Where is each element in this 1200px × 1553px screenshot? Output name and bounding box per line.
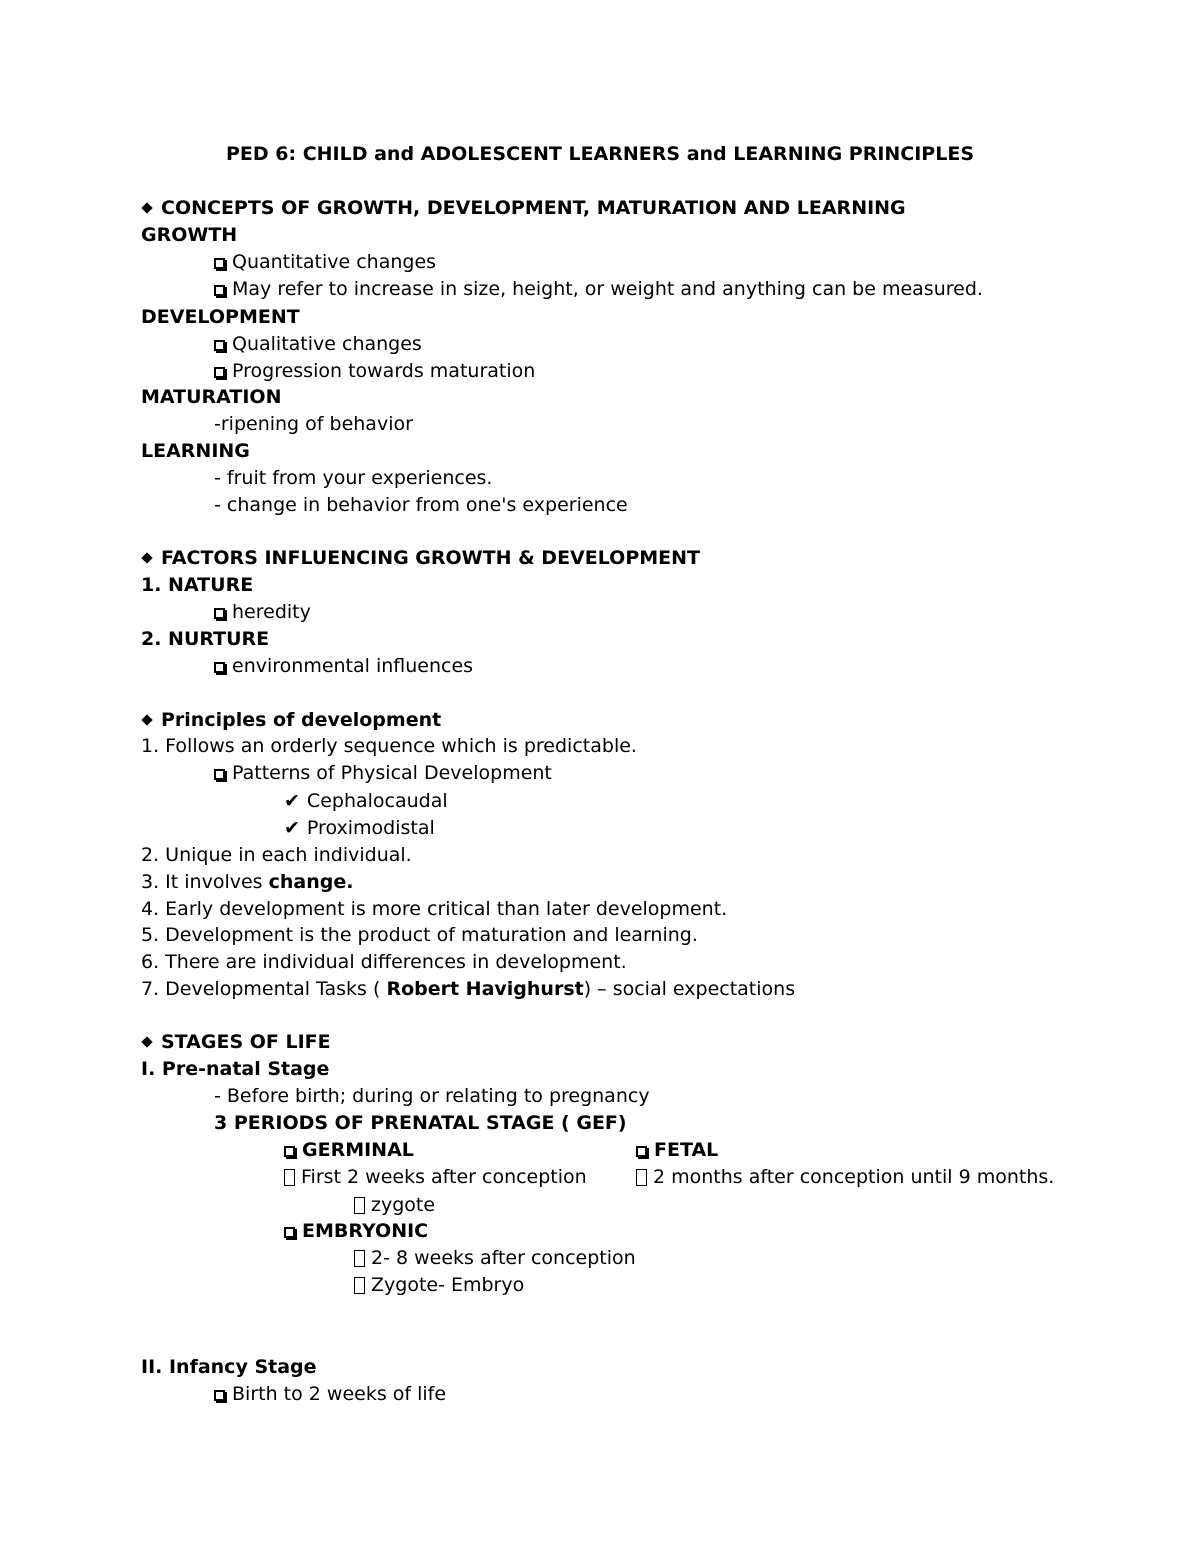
checkbox-square-icon <box>214 367 225 378</box>
checkbox-square-icon <box>284 1227 295 1238</box>
nature-label: 1. NATURE <box>141 574 254 596</box>
checkmark-icon: ✔ <box>284 790 300 812</box>
checkbox-square-icon <box>214 1390 225 1401</box>
principle-item: 7. Developmental Tasks ( Robert Havighurst) – social expectations <box>141 978 796 1000</box>
embryonic-label: EMBRYONIC <box>284 1219 428 1243</box>
missing-glyph-icon <box>354 1250 365 1267</box>
list-item: First 2 weeks after conception <box>284 1165 587 1189</box>
checkmark-icon: ✔ <box>284 817 300 839</box>
list-item: environmental influences <box>214 654 473 678</box>
checkbox-square-icon <box>214 608 225 619</box>
list-item: Patterns of Physical Development <box>214 761 552 785</box>
checkbox-square-icon <box>214 258 225 269</box>
checkbox-square-icon <box>284 1146 295 1157</box>
list-item: ✔ Cephalocaudal <box>284 790 448 812</box>
list-item: Progression towards maturation <box>214 359 535 383</box>
list-item: Qualitative changes <box>214 332 422 356</box>
checkbox-square-icon <box>214 662 225 673</box>
nurture-label: 2. NURTURE <box>141 628 270 650</box>
learning-label: LEARNING <box>141 440 250 462</box>
list-item: heredity <box>214 600 311 624</box>
checkbox-square-icon <box>214 340 225 351</box>
principle-item: 6. There are individual differences in development. <box>141 951 627 973</box>
principle-item: 2. Unique in each individual. <box>141 844 412 866</box>
list-item: May refer to increase in size, height, or weight and anything can be measured. <box>214 277 983 301</box>
diamond-bullet-icon <box>141 714 152 725</box>
diamond-bullet-icon <box>141 202 152 213</box>
list-item: - change in behavior from one's experience <box>214 494 628 516</box>
list-item: zygote <box>354 1193 435 1217</box>
periods-heading: 3 PERIODS OF PRENATAL STAGE ( GEF) <box>214 1112 627 1134</box>
list-item: Zygote- Embryo <box>354 1273 524 1297</box>
infancy-label: II. Infancy Stage <box>141 1356 317 1378</box>
maturation-text: -ripening of behavior <box>214 413 413 435</box>
page-title: PED 6: CHILD and ADOLESCENT LEARNERS and LEARNING PRINCIPLES <box>225 143 975 165</box>
prenatal-label: I. Pre-natal Stage <box>141 1058 330 1080</box>
stages-heading: STAGES OF LIFE <box>141 1030 331 1054</box>
missing-glyph-icon <box>354 1197 365 1214</box>
missing-glyph-icon <box>284 1169 295 1186</box>
list-item: - fruit from your experiences. <box>214 467 493 489</box>
checkbox-square-icon <box>636 1146 647 1157</box>
list-item: ✔ Proximodistal <box>284 817 435 839</box>
factors-heading: FACTORS INFLUENCING GROWTH & DEVELOPMENT <box>141 546 700 570</box>
principle-item: 3. It involves change. <box>141 871 354 893</box>
principle-item: 5. Development is the product of maturation and learning. <box>141 924 698 946</box>
diamond-bullet-icon <box>141 552 152 563</box>
germinal-label: GERMINAL <box>284 1138 414 1162</box>
concepts-heading: CONCEPTS OF GROWTH, DEVELOPMENT, MATURATION AND LEARNING <box>141 196 906 220</box>
diamond-bullet-icon <box>141 1036 152 1047</box>
missing-glyph-icon <box>354 1277 365 1294</box>
checkbox-square-icon <box>214 769 225 780</box>
list-item: 2 months after conception until 9 months. <box>636 1165 1054 1189</box>
principles-heading: Principles of development <box>141 708 441 732</box>
principle-item: 4. Early development is more critical than later development. <box>141 898 728 920</box>
fetal-label: FETAL <box>636 1138 718 1162</box>
list-item: Quantitative changes <box>214 250 436 274</box>
development-label: DEVELOPMENT <box>141 306 300 328</box>
list-item: 2- 8 weeks after conception <box>354 1246 636 1270</box>
maturation-label: MATURATION <box>141 386 282 408</box>
prenatal-desc: - Before birth; during or relating to pregnancy <box>214 1085 650 1107</box>
checkbox-square-icon <box>214 285 225 296</box>
growth-label: GROWTH <box>141 224 238 246</box>
list-item: Birth to 2 weeks of life <box>214 1382 446 1406</box>
missing-glyph-icon <box>636 1169 647 1186</box>
principle-item: 1. Follows an orderly sequence which is predictable. <box>141 735 637 757</box>
